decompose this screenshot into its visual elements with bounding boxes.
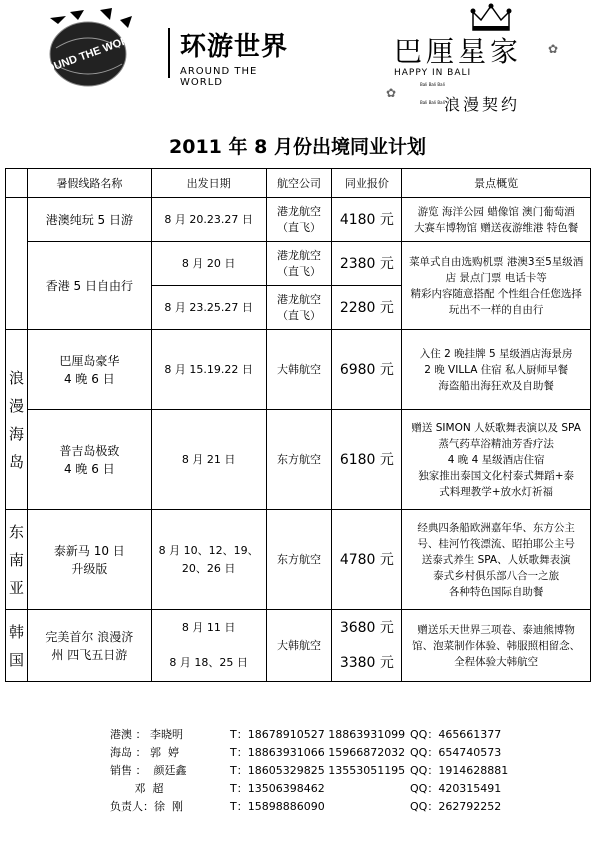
bali-brand-en: HAPPY IN BALI xyxy=(394,68,472,78)
contact-phone: T：18863931066 15966872032 xyxy=(230,746,406,759)
contact-list xyxy=(110,726,550,816)
contact-phone: T：18605329825 13553051195 xyxy=(230,764,406,777)
price-cell: 2380 元 xyxy=(332,242,402,286)
route-cell: 完美首尔 浪漫济 州 四飞五日游 xyxy=(27,610,151,682)
contact-name: 海岛 ： 郭 婷 xyxy=(110,746,179,759)
date-cell: 8 月 18、25 日 xyxy=(151,646,266,682)
sights-cell: 赠送乐天世界三项卷、泰迪熊博物 馆、泡菜制作体验、韩服照相留念、 全程体验大韩航空 xyxy=(402,610,591,682)
price-cell: 2280 元 xyxy=(332,286,402,330)
contact-phone: T：13506398462 xyxy=(230,782,325,795)
brand-name-en: AROUND THE WORLD xyxy=(180,66,258,88)
around-the-world-logo xyxy=(29,8,290,88)
sights-cell: 经典四条船欧洲嘉年华、东方公主 号、桂河竹筏漂流、昭拍耶公主号 送泰式养生 SPA、人妖歌舞表演 泰式乡村俱乐部八合一之旅 各种特色国际自助餐 xyxy=(402,510,591,610)
table-row xyxy=(6,510,591,610)
contact-qq: QQ：465661377 xyxy=(410,728,502,741)
contact-qq: QQ：654740573 xyxy=(410,746,502,759)
airline-cell: 港龙航空 （直飞） xyxy=(266,198,332,242)
tour-plan-table xyxy=(5,168,591,682)
contact-row xyxy=(110,798,550,816)
date-cell: 8 月 20.23.27 日 xyxy=(151,198,266,242)
header-sights: 景点概览 xyxy=(402,169,591,198)
region-cell-empty xyxy=(6,198,28,330)
table-header-row xyxy=(6,169,591,198)
header-price: 同业报价 xyxy=(332,169,402,198)
table-row xyxy=(6,330,591,410)
date-cell: 8 月 20 日 xyxy=(151,242,266,286)
contact-qq: QQ：420315491 xyxy=(410,782,502,795)
sights-cell: 游览 海洋公园 蜡像馆 澳门葡萄酒 大赛车博物馆 赠送夜游维港 特色餐 xyxy=(402,198,591,242)
flower-icon: ✿ xyxy=(386,86,397,100)
contact-row xyxy=(110,744,550,762)
header-region xyxy=(6,169,28,198)
date-cell: 8 月 21 日 xyxy=(151,410,266,510)
bali-small-text: Bali Bali Bali xyxy=(420,82,445,87)
bali-brand-cn: 巴厘星家 xyxy=(394,35,523,68)
route-cell: 香港 5 日自由行 xyxy=(27,242,151,330)
table-row xyxy=(6,198,591,242)
airline-cell: 东方航空 xyxy=(266,410,332,510)
airline-cell: 港龙航空 （直飞） xyxy=(266,242,332,286)
route-cell: 港澳纯玩 5 日游 xyxy=(27,198,151,242)
logo-divider xyxy=(168,28,170,78)
contact-phone: T：15898886090 xyxy=(230,800,325,813)
route-cell: 泰新马 10 日 升级版 xyxy=(27,510,151,610)
contact-qq: QQ：262792252 xyxy=(410,800,502,813)
globe-icon xyxy=(29,8,145,88)
contact-phone: T：18678910527 18863931099 xyxy=(230,728,406,741)
brand-name-cn: 环游世界 xyxy=(180,32,289,62)
price-cell: 3380 元 xyxy=(332,646,402,682)
price-cell: 4780 元 xyxy=(332,510,402,610)
date-cell: 8 月 10、12、19、 20、26 日 xyxy=(151,510,266,610)
flower-icon: ✿ xyxy=(548,42,559,56)
contact-row xyxy=(110,726,550,744)
date-cell: 8 月 11 日 xyxy=(151,610,266,646)
contact-name: 销售 ： 颜廷鑫 xyxy=(110,764,187,777)
date-cell: 8 月 23.25.27 日 xyxy=(151,286,266,330)
table-row xyxy=(6,610,591,646)
header-route: 暑假线路名称 xyxy=(27,169,151,198)
sights-cell: 菜单式自由选购机票 港澳3至5星级酒 店 景点门票 电话卡等 精彩内容随意搭配 个性组合任您选择 玩出不一样的自由行 xyxy=(402,242,591,330)
page-title: 2011 年 8 月份出境同业计划 xyxy=(169,136,426,158)
contact-name: 负责人：徐 刚 xyxy=(110,800,183,813)
happy-in-bali-logo xyxy=(380,0,590,118)
contact-row xyxy=(110,762,550,780)
route-cell: 巴厘岛豪华 4 晚 6 日 xyxy=(27,330,151,410)
header-airline: 航空公司 xyxy=(266,169,332,198)
header-date: 出发日期 xyxy=(151,169,266,198)
globe-text: AROUND THE WORLD xyxy=(29,29,145,81)
sights-cell: 入住 2 晚挂牌 5 星级酒店海景房 2 晚 VILLA 住宿 私人厨师早餐 海盗船出海狂欢及自助餐 xyxy=(402,330,591,410)
region-cell-korea: 韩 国 xyxy=(6,610,28,682)
region-cell-islands: 浪 漫 海 岛 xyxy=(6,330,28,510)
table-row xyxy=(6,410,591,510)
airline-cell: 大韩航空 xyxy=(266,330,332,410)
route-cell: 普吉岛极致 4 晚 6 日 xyxy=(27,410,151,510)
sights-cell: 赠送 SIMON 人妖歌舞表演以及 SPA 蒸气药草浴精油芳香疗法 4 晚 4 星级酒店住宿 独家推出泰国文化村泰式舞蹈+泰 式料理教学+放水灯祈福 xyxy=(402,410,591,510)
bali-small-text: Bali Bali Bali xyxy=(420,100,445,105)
airline-cell: 港龙航空 （直飞） xyxy=(266,286,332,330)
price-cell: 4180 元 xyxy=(332,198,402,242)
price-cell: 6980 元 xyxy=(332,330,402,410)
table-row xyxy=(6,242,591,286)
contact-row xyxy=(110,780,550,798)
date-cell: 8 月 15.19.22 日 xyxy=(151,330,266,410)
airline-cell: 大韩航空 xyxy=(266,610,332,682)
contact-name: 邓 超 xyxy=(110,782,164,795)
region-cell-southeast-asia: 东 南 亚 xyxy=(6,510,28,610)
price-cell: 6180 元 xyxy=(332,410,402,510)
bali-slogan: 浪漫契约 xyxy=(444,95,521,114)
airline-cell: 东方航空 xyxy=(266,510,332,610)
contact-name: 港澳 ： 李晓明 xyxy=(110,728,183,741)
price-cell: 3680 元 xyxy=(332,610,402,646)
contact-qq: QQ：1914628881 xyxy=(410,764,509,777)
